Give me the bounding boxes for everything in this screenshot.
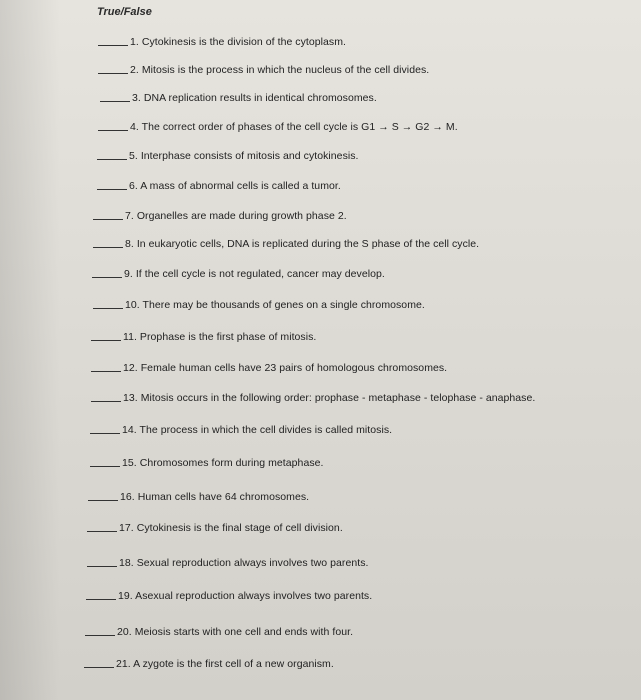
answer-blank[interactable]: [90, 432, 120, 434]
question-text: 1. Cytokinesis is the division of the cytoplasm.: [130, 36, 346, 48]
question-text: 21. A zygote is the first cell of a new organism.: [116, 658, 334, 670]
answer-blank[interactable]: [91, 370, 121, 372]
question-item: [91, 392, 535, 404]
question-text: 13. Mitosis occurs in the following order: prophase - metaphase - telophase - anaphase.: [123, 392, 536, 404]
question-item: [93, 210, 347, 222]
question-text: 14. The process in which the cell divides is called mitosis.: [122, 424, 393, 436]
answer-blank[interactable]: [98, 129, 128, 131]
question-item: [97, 150, 359, 162]
question-text: 20. Meiosis starts with one cell and ends with four.: [117, 626, 354, 638]
answer-blank[interactable]: [86, 598, 116, 600]
question-item: [92, 268, 385, 280]
worksheet-title: True/False: [97, 6, 152, 18]
answer-blank[interactable]: [98, 72, 128, 74]
question-item: [85, 626, 353, 638]
question-item: [90, 424, 392, 436]
question-item: [93, 238, 479, 250]
question-item: [100, 92, 377, 104]
question-text: 9. If the cell cycle is not regulated, cancer may develop.: [124, 268, 385, 280]
question-item: [86, 590, 372, 602]
answer-blank[interactable]: [91, 400, 121, 402]
answer-blank[interactable]: [97, 188, 127, 190]
question-text: 4. The correct order of phases of the cell cycle is G1 → S → G2 → M.: [130, 121, 458, 133]
answer-blank[interactable]: [84, 666, 114, 668]
answer-blank[interactable]: [90, 465, 120, 467]
answer-blank[interactable]: [97, 158, 127, 160]
question-text: 7. Organelles are made during growth phase 2.: [125, 210, 347, 222]
question-text: 15. Chromosomes form during metaphase.: [122, 457, 324, 469]
question-item: [98, 64, 429, 76]
question-text: 18. Sexual reproduction always involves two parents.: [119, 557, 369, 569]
answer-blank[interactable]: [93, 246, 123, 248]
answer-blank[interactable]: [93, 307, 123, 309]
answer-blank[interactable]: [87, 565, 117, 567]
answer-blank[interactable]: [93, 218, 123, 220]
question-text: 12. Female human cells have 23 pairs of homologous chromosomes.: [123, 362, 448, 374]
answer-blank[interactable]: [98, 44, 128, 46]
question-item: [98, 121, 458, 133]
question-item: [93, 299, 425, 311]
question-item: [97, 180, 341, 192]
question-text: 11. Prophase is the first phase of mitosis.: [123, 331, 317, 343]
answer-blank[interactable]: [85, 634, 115, 636]
question-text: 5. Interphase consists of mitosis and cytokinesis.: [129, 150, 359, 162]
question-item: [84, 658, 334, 670]
question-text: 3. DNA replication results in identical chromosomes.: [132, 92, 377, 104]
question-item: [91, 362, 447, 374]
question-text: 6. A mass of abnormal cells is called a tumor.: [129, 180, 341, 192]
question-text: 10. There may be thousands of genes on a single chromosome.: [125, 299, 425, 311]
page-shadow: [0, 0, 60, 700]
answer-blank[interactable]: [92, 276, 122, 278]
question-item: [88, 491, 309, 503]
question-text: 19. Asexual reproduction always involves two parents.: [118, 590, 373, 602]
question-text: 8. In eukaryotic cells, DNA is replicated during the S phase of the cell cycle.: [125, 238, 480, 250]
answer-blank[interactable]: [91, 339, 121, 341]
question-text: 2. Mitosis is the process in which the nucleus of the cell divides.: [130, 64, 430, 76]
question-text: 17. Cytokinesis is the final stage of cell division.: [119, 522, 343, 534]
answer-blank[interactable]: [100, 100, 130, 102]
question-item: [87, 522, 343, 534]
answer-blank[interactable]: [88, 499, 118, 501]
question-item: [90, 457, 324, 469]
question-item: [91, 331, 316, 343]
answer-blank[interactable]: [87, 530, 117, 532]
question-item: [87, 557, 368, 569]
question-text: 16. Human cells have 64 chromosomes.: [120, 491, 310, 503]
question-item: [98, 36, 346, 48]
